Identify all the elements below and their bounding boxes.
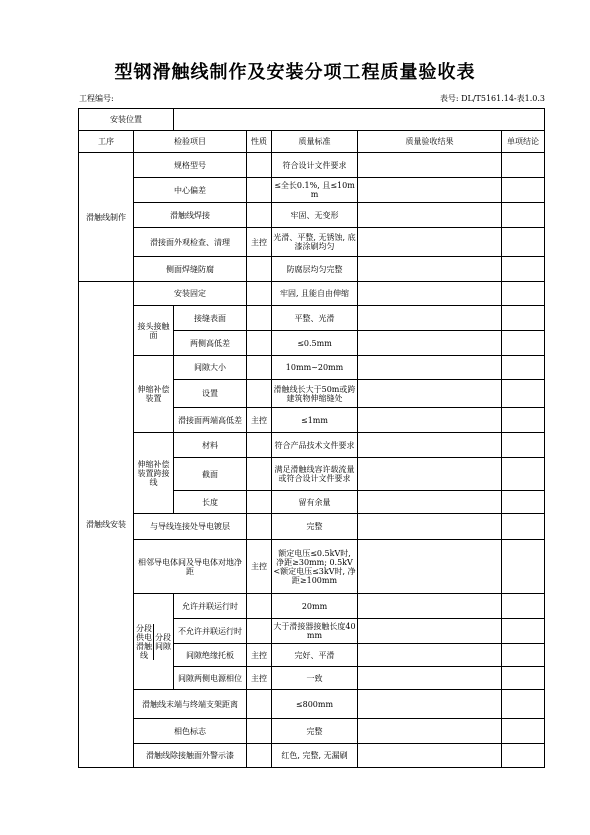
table-row (79, 433, 545, 458)
standard-cell: 防腐层均匀完整 (272, 257, 358, 282)
item-cell: 长度 (174, 491, 247, 514)
nature-cell (247, 257, 272, 282)
item-cell: 相色标志 (134, 719, 247, 744)
result-cell[interactable] (358, 619, 502, 644)
conclusion-cell[interactable] (502, 458, 545, 491)
item-cell: 材料 (174, 433, 247, 458)
result-cell[interactable] (358, 491, 502, 514)
conclusion-cell[interactable] (502, 491, 545, 514)
result-cell[interactable] (358, 644, 502, 667)
item-cell: 设置 (174, 380, 247, 408)
result-cell[interactable] (358, 458, 502, 491)
result-cell[interactable] (358, 667, 502, 690)
table-row (79, 540, 545, 594)
item-cell: 滑触线除接触面外警示漆 (134, 744, 247, 768)
conclusion-cell[interactable] (502, 153, 545, 178)
group-segmented-supply (134, 594, 174, 690)
result-cell[interactable] (358, 306, 502, 331)
standard-cell: 牢固、无变形 (272, 203, 358, 228)
standard-cell: 红色, 完整, 无漏刷 (272, 744, 358, 768)
header-process: 工序 (79, 131, 134, 153)
item-cell: 安装固定 (134, 282, 247, 306)
result-cell[interactable] (358, 594, 502, 619)
standard-cell: 大于滑接器接触长度40mm (272, 619, 358, 644)
conclusion-cell[interactable] (502, 356, 545, 380)
nature-cell (247, 282, 272, 306)
nature-cell: 主控 (247, 408, 272, 433)
nature-cell (247, 744, 272, 768)
standard-cell: 一致 (272, 667, 358, 690)
result-cell[interactable] (358, 178, 502, 203)
nature-cell (247, 514, 272, 540)
item-cell: 间隙大小 (174, 356, 247, 380)
segment-label: 分段供电滑触线 (136, 623, 152, 660)
result-cell[interactable] (358, 228, 502, 257)
conclusion-cell[interactable] (502, 282, 545, 306)
nature-cell (247, 619, 272, 644)
standard-cell: 完好、平滑 (272, 644, 358, 667)
standard-cell: 20mm (272, 594, 358, 619)
item-cell: 接缝表面 (174, 306, 247, 331)
nature-cell (247, 153, 272, 178)
result-cell[interactable] (358, 282, 502, 306)
result-cell[interactable] (358, 540, 502, 594)
install-position-value[interactable] (174, 109, 545, 131)
nature-cell (247, 594, 272, 619)
nature-cell (247, 331, 272, 356)
standard-cell: 10mm~20mm (272, 356, 358, 380)
table-row (79, 178, 545, 203)
nature-cell (247, 433, 272, 458)
item-cell: 滑触线焊接 (134, 203, 247, 228)
nature-cell: 主控 (247, 667, 272, 690)
result-cell[interactable] (358, 203, 502, 228)
segment-gap-label: 分段间隙 (154, 624, 173, 660)
conclusion-cell[interactable] (502, 690, 545, 719)
result-cell[interactable] (358, 153, 502, 178)
standard-cell: 符合设计文件要求 (272, 153, 358, 178)
nature-cell (247, 306, 272, 331)
install-position-label: 安装位置 (79, 109, 174, 131)
item-cell: 侧面焊缝防腐 (134, 257, 247, 282)
item-cell: 间隙两侧电源相位 (174, 667, 247, 690)
result-cell[interactable] (358, 514, 502, 540)
conclusion-cell[interactable] (502, 644, 545, 667)
item-cell: 与导线连接处导电镀层 (134, 514, 247, 540)
standard-cell: ≤800mm (272, 690, 358, 719)
conclusion-cell[interactable] (502, 228, 545, 257)
nature-cell: 主控 (247, 644, 272, 667)
standard-cell: ≤0.5mm (272, 331, 358, 356)
result-cell[interactable] (358, 719, 502, 744)
table-row (79, 282, 545, 306)
table-row (79, 153, 545, 178)
form-title: 型钢滑触线制作及安装分项工程质量验收表 (114, 62, 476, 83)
header-result: 质量验收结果 (358, 131, 502, 153)
standard-cell: 留有余量 (272, 491, 358, 514)
standard-cell: ≤全长0.1%, 且≤10mm (272, 178, 358, 203)
standard-cell: 满足滑触线容许载流量或符合设计文件要求 (272, 458, 358, 491)
conclusion-cell[interactable] (502, 719, 545, 744)
standard-cell: 滑触线长大于50m或跨建筑物伸缩缝处 (272, 380, 358, 408)
result-cell[interactable] (358, 690, 502, 719)
group-expansion-device: 伸缩补偿装置 (134, 356, 174, 433)
nature-cell (247, 356, 272, 380)
item-cell: 间隙绝缘托板 (174, 644, 247, 667)
process-installation: 滑触线安装 (79, 282, 134, 768)
standard-cell: 完整 (272, 719, 358, 744)
nature-cell (247, 690, 272, 719)
nature-cell (247, 380, 272, 408)
item-cell: 允许并联运行时 (174, 594, 247, 619)
conclusion-cell[interactable] (502, 594, 545, 619)
result-cell[interactable] (358, 380, 502, 408)
form-code: 表号: DL/T5161.14-表1.0.3 (439, 94, 545, 103)
header-conclusion: 单项结论 (502, 131, 545, 153)
table-row (79, 228, 545, 257)
result-cell[interactable] (358, 257, 502, 282)
item-cell: 中心偏差 (134, 178, 247, 203)
result-cell[interactable] (358, 744, 502, 768)
header-item: 检验项目 (134, 131, 247, 153)
standard-cell: 完整 (272, 514, 358, 540)
header-row (79, 131, 545, 153)
conclusion-cell[interactable] (502, 514, 545, 540)
item-cell: 相邻导电体间及导电体对地净距 (134, 540, 247, 594)
process-fabrication: 滑触线制作 (79, 153, 134, 282)
table-row (79, 514, 545, 540)
standard-cell: ≤1mm (272, 408, 358, 433)
nature-cell (247, 203, 272, 228)
conclusion-cell[interactable] (502, 380, 545, 408)
item-cell: 滑触线末端与终端支架距离 (134, 690, 247, 719)
group-joint-contact: 接头接触面 (134, 306, 174, 356)
table-row (79, 594, 545, 619)
nature-cell (247, 491, 272, 514)
standard-cell: 平整、光滑 (272, 306, 358, 331)
table-row (79, 719, 545, 744)
nature-cell (247, 458, 272, 491)
nature-cell (247, 178, 272, 203)
nature-cell: 主控 (247, 540, 272, 594)
conclusion-cell[interactable] (502, 667, 545, 690)
result-cell[interactable] (358, 331, 502, 356)
nature-cell: 主控 (247, 228, 272, 257)
result-cell[interactable] (358, 356, 502, 380)
segment-label-layout (135, 624, 172, 660)
header-standard: 质量标准 (272, 131, 358, 153)
conclusion-cell[interactable] (502, 619, 545, 644)
conclusion-cell[interactable] (502, 540, 545, 594)
standard-cell: 符合产品技术文件要求 (272, 433, 358, 458)
result-cell[interactable] (358, 408, 502, 433)
group-bridging-wire: 伸缩补偿装置跨接线 (134, 433, 174, 514)
table-row (79, 203, 545, 228)
item-cell: 截面 (174, 458, 247, 491)
conclusion-cell[interactable] (502, 408, 545, 433)
header-nature: 性质 (247, 131, 272, 153)
standard-cell: 额定电压≤0.5kV时, 净距≥30mm; 0.5kV<额定电压≤3kV时, 净距≥100mm (272, 540, 358, 594)
item-cell: 滑接面外观检查、清理 (134, 228, 247, 257)
inspection-table (78, 108, 545, 768)
table-row (79, 690, 545, 719)
table-row (79, 306, 545, 331)
item-cell: 不允许并联运行时 (174, 619, 247, 644)
item-cell: 规格型号 (134, 153, 247, 178)
nature-cell (247, 719, 272, 744)
table-row (79, 257, 545, 282)
conclusion-cell[interactable] (502, 257, 545, 282)
item-cell: 两侧高低差 (174, 331, 247, 356)
conclusion-cell[interactable] (502, 744, 545, 768)
conclusion-cell[interactable] (502, 306, 545, 331)
conclusion-cell[interactable] (502, 433, 545, 458)
standard-cell: 牢固, 且能自由伸缩 (272, 282, 358, 306)
table-row (79, 744, 545, 768)
conclusion-cell[interactable] (502, 178, 545, 203)
item-cell: 滑接面两端高低差 (174, 408, 247, 433)
conclusion-cell[interactable] (502, 203, 545, 228)
standard-cell: 光滑、平整, 无锈蚀, 底漆涂刷均匀 (272, 228, 358, 257)
table-row (79, 356, 545, 380)
result-cell[interactable] (358, 433, 502, 458)
conclusion-cell[interactable] (502, 331, 545, 356)
project-number-label: 工程编号: (79, 94, 114, 103)
